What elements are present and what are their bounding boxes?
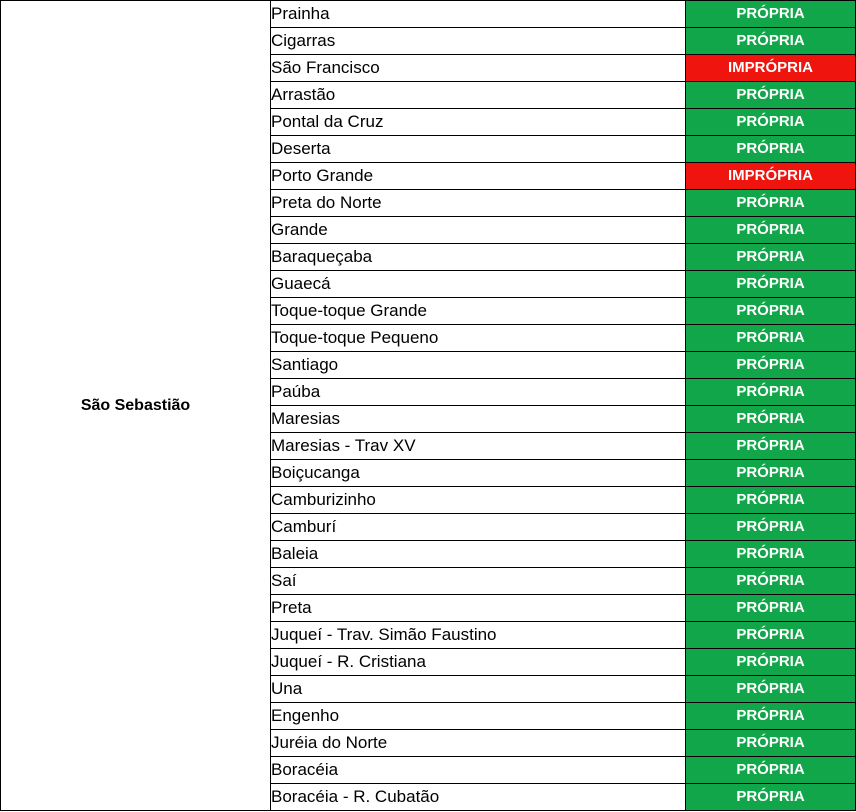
status-badge-propria: PRÓPRIA [686,433,856,460]
beach-name-cell: Toque-toque Grande [271,298,686,325]
status-badge-propria: PRÓPRIA [686,460,856,487]
beach-name-cell: Paúba [271,379,686,406]
status-badge-propria: PRÓPRIA [686,703,856,730]
status-badge-propria: PRÓPRIA [686,298,856,325]
beach-name-cell: Juqueí - Trav. Simão Faustino [271,622,686,649]
status-badge-impropria: IMPRÓPRIA [686,163,856,190]
beach-name-cell: Camburí [271,514,686,541]
beach-name-cell: Toque-toque Pequeno [271,325,686,352]
status-badge-propria: PRÓPRIA [686,730,856,757]
status-badge-propria: PRÓPRIA [686,28,856,55]
beach-name-cell: Boiçucanga [271,460,686,487]
status-badge-propria: PRÓPRIA [686,325,856,352]
status-badge-propria: PRÓPRIA [686,271,856,298]
beach-name-cell: Cigarras [271,28,686,55]
beach-name-cell: Maresias - Trav XV [271,433,686,460]
status-badge-propria: PRÓPRIA [686,406,856,433]
beach-name-cell: Boracéia [271,757,686,784]
beach-name-cell: Saí [271,568,686,595]
beach-name-cell: Camburizinho [271,487,686,514]
status-badge-propria: PRÓPRIA [686,784,856,811]
status-badge-propria: PRÓPRIA [686,595,856,622]
beach-name-cell: Santiago [271,352,686,379]
status-badge-propria: PRÓPRIA [686,487,856,514]
status-badge-propria: PRÓPRIA [686,1,856,28]
beach-name-cell: Engenho [271,703,686,730]
beach-name-cell: Juqueí - R. Cristiana [271,649,686,676]
status-badge-propria: PRÓPRIA [686,757,856,784]
table-body [1,1,856,811]
beach-name-cell: Arrastão [271,82,686,109]
status-badge-propria: PRÓPRIA [686,379,856,406]
beach-name-cell: Porto Grande [271,163,686,190]
status-badge-propria: PRÓPRIA [686,190,856,217]
beach-name-cell: Baleia [271,541,686,568]
status-badge-propria: PRÓPRIA [686,541,856,568]
beach-name-cell: Baraqueçaba [271,244,686,271]
status-badge-propria: PRÓPRIA [686,622,856,649]
status-badge-propria: PRÓPRIA [686,649,856,676]
status-badge-propria: PRÓPRIA [686,217,856,244]
beach-name-cell: Juréia do Norte [271,730,686,757]
beach-name-cell: Guaecá [271,271,686,298]
beach-name-cell: Preta do Norte [271,190,686,217]
beach-name-cell: Grande [271,217,686,244]
status-badge-propria: PRÓPRIA [686,244,856,271]
beach-name-cell: Boracéia - R. Cubatão [271,784,686,811]
beach-name-cell: Pontal da Cruz [271,109,686,136]
status-badge-impropria: IMPRÓPRIA [686,55,856,82]
status-badge-propria: PRÓPRIA [686,568,856,595]
status-badge-propria: PRÓPRIA [686,676,856,703]
status-badge-propria: PRÓPRIA [686,514,856,541]
beach-name-cell: São Francisco [271,55,686,82]
beach-name-cell: Maresias [271,406,686,433]
table-row [1,1,856,28]
municipality-cell: São Sebastião [1,1,271,811]
status-badge-propria: PRÓPRIA [686,352,856,379]
beach-name-cell: Preta [271,595,686,622]
beach-name-cell: Una [271,676,686,703]
beach-name-cell: Deserta [271,136,686,163]
status-badge-propria: PRÓPRIA [686,136,856,163]
beach-name-cell: Prainha [271,1,686,28]
status-badge-propria: PRÓPRIA [686,82,856,109]
status-badge-propria: PRÓPRIA [686,109,856,136]
